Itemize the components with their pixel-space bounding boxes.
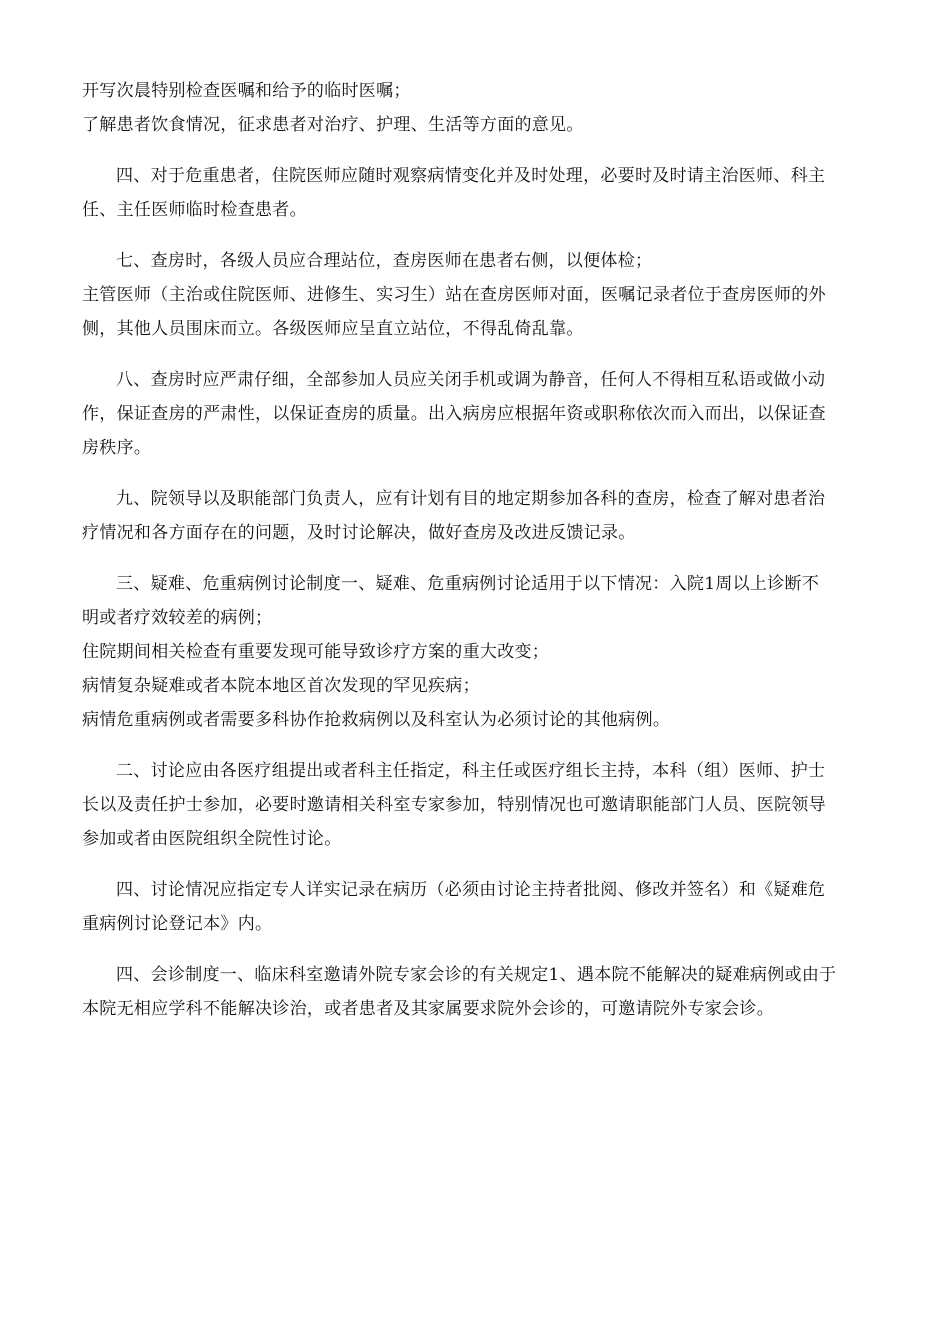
text-line: 疗情况和各方面存在的问题，及时讨论解决，做好查房及改进反馈记录。 xyxy=(82,523,636,543)
text-line: 病情复杂疑难或者本院本地区首次发现的罕见疾病； xyxy=(82,676,480,696)
text-line: 参加或者由医院组织全院性讨论。 xyxy=(82,829,342,849)
text-line: 侧，其他人员围床而立。各级医师应呈直立站位，不得乱倚乱靠。 xyxy=(82,319,584,339)
text-line: 住院期间相关检查有重要发现可能导致诊疗方案的重大改变； xyxy=(82,642,550,662)
text-line: 房秩序。 xyxy=(82,438,152,458)
text-line: 明或者疗效较差的病例； xyxy=(82,608,273,628)
document-page xyxy=(82,74,872,1026)
text-line: 作，保证查房的严肃性，以保证查房的质量。出入病房应根据年资或职称依次而入而出，以保证查 xyxy=(82,404,826,424)
paragraph-line: 七、查房时，各级人员应合理站位，查房医师在患者右侧，以便体检； xyxy=(116,251,653,271)
text-line: 开写次晨特别检查医嘱和给予的临时医嘱； xyxy=(82,81,411,101)
paragraph-line: 三、疑难、危重病例讨论制度一、疑难、危重病例讨论适用于以下情况：入院1周以上诊断不 xyxy=(116,574,820,594)
text-line: 了解患者饮食情况，征求患者对治疗、护理、生活等方面的意见。 xyxy=(82,115,584,135)
paragraph-line: 九、院领导以及职能部门负责人，应有计划有目的地定期参加各科的查房，检查了解对患者治 xyxy=(116,489,826,509)
paragraph-line: 四、讨论情况应指定专人详实记录在病历（必须由讨论主持者批阅、修改并签名）和《疑难危 xyxy=(116,880,826,900)
paragraph-line: 二、讨论应由各医疗组提出或者科主任指定，科主任或医疗组长主持，本科（组）医师、护士 xyxy=(116,761,826,781)
text-line: 病情危重病例或者需要多科协作抢救病例以及科室认为必须讨论的其他病例。 xyxy=(82,710,671,730)
paragraph-line: 八、查房时应严肃仔细，全部参加人员应关闭手机或调为静音，任何人不得相互私语或做小动 xyxy=(116,370,826,390)
text-line: 本院无相应学科不能解决诊治，或者患者及其家属要求院外会诊的，可邀请院外专家会诊。 xyxy=(82,999,774,1019)
text-line: 任、主任医师临时检查患者。 xyxy=(82,200,307,220)
text-line: 主管医师（主治或住院医师、进修生、实习生）站在查房医师对面，医嘱记录者位于查房医师的外 xyxy=(82,285,826,305)
paragraph-line: 四、对于危重患者，住院医师应随时观察病情变化并及时处理，必要时及时请主治医师、科主 xyxy=(116,166,826,186)
paragraph-line: 四、会诊制度一、临床科室邀请外院专家会诊的有关规定1、遇本院不能解决的疑难病例或由于 xyxy=(116,965,837,985)
text-line: 重病例讨论登记本》内。 xyxy=(82,914,273,934)
text-line: 长以及责任护士参加，必要时邀请相关科室专家参加，特别情况也可邀请职能部门人员、医院领导 xyxy=(82,795,826,815)
